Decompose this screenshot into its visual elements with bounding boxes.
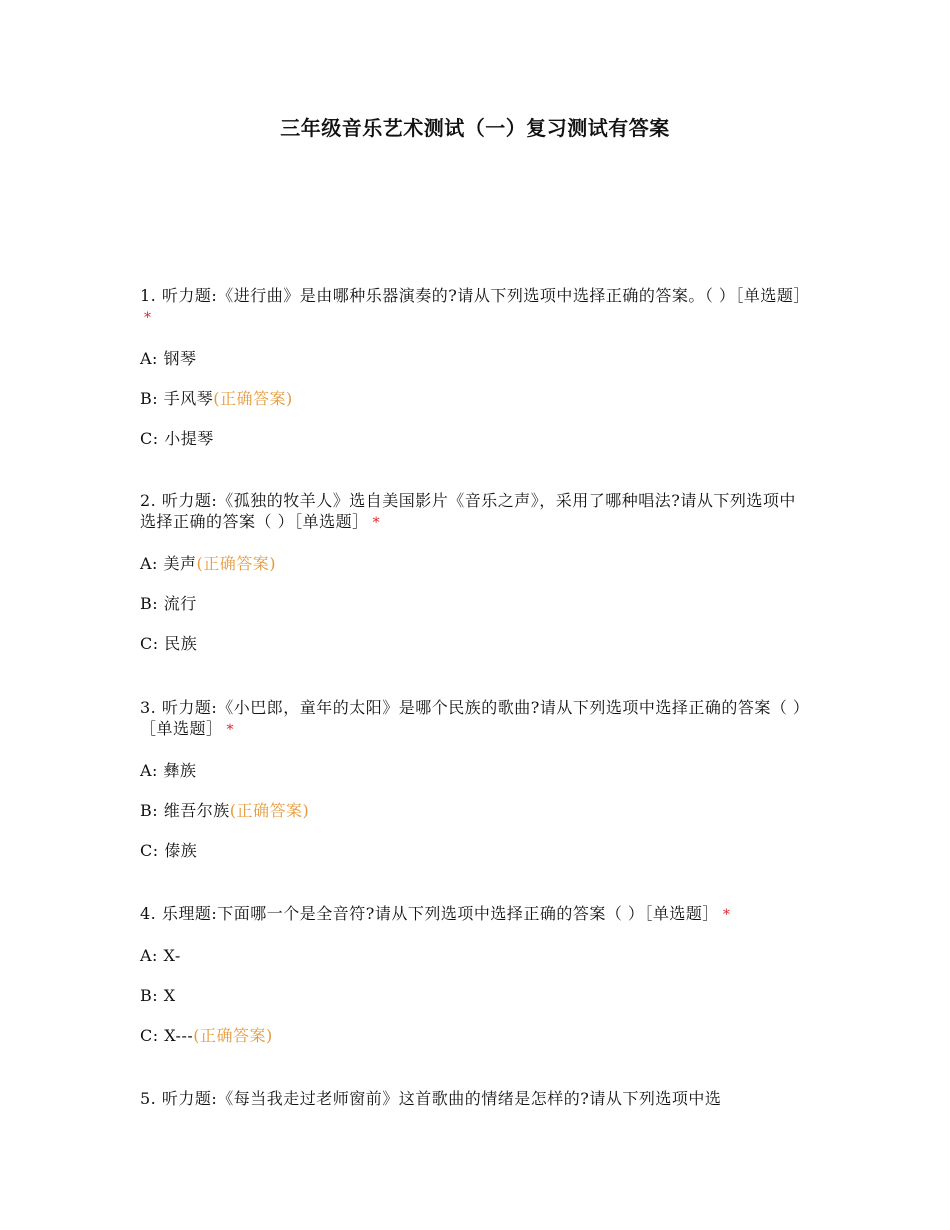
- option-b[interactable]: [140, 985, 810, 1006]
- option-c[interactable]: [140, 1025, 810, 1046]
- option-label: C: X---: [140, 1026, 194, 1045]
- question-2-text: 2. 听力题:《孤独的牧羊人》选自美国影片《音乐之声》，采用了哪种唱法?请从下列选项中选择正确的答案（ ）［单选题］: [140, 491, 796, 531]
- option-a[interactable]: [140, 760, 810, 781]
- correct-answer-note: (正确答案): [229, 801, 310, 820]
- question-5: [140, 1088, 810, 1109]
- option-label: C: 小提琴: [140, 429, 214, 448]
- option-label: A: 钢琴: [140, 349, 197, 368]
- required-marker: *: [226, 722, 235, 738]
- option-label: B: X: [140, 986, 176, 1005]
- required-marker: *: [722, 907, 731, 923]
- question-text: [140, 285, 810, 329]
- required-marker: *: [372, 515, 381, 531]
- question-1-text: 1. 听力题:《进行曲》是由哪种乐器演奏的?请从下列选项中选择正确的答案。（ ）［单选题］: [140, 286, 810, 305]
- question-5-text: 5. 听力题:《每当我走过老师窗前》这首歌曲的情绪是怎样的?请从下列选项中选: [140, 1089, 722, 1108]
- correct-answer-note: (正确答案): [196, 554, 277, 573]
- question-4-text: 4. 乐理题:下面哪一个是全音符?请从下列选项中选择正确的答案（ ）［单选题］: [140, 904, 719, 923]
- question-text: [140, 490, 810, 534]
- option-label: B: 流行: [140, 594, 197, 613]
- option-a[interactable]: [140, 553, 810, 574]
- option-b[interactable]: [140, 388, 810, 409]
- option-label: A: 彝族: [140, 761, 197, 780]
- option-label: A: X-: [140, 946, 181, 965]
- option-a[interactable]: [140, 945, 810, 966]
- option-a[interactable]: [140, 348, 810, 369]
- option-label: B: 手风琴: [140, 389, 214, 408]
- question-3-text: 3. 听力题:《小巴郎，童年的太阳》是哪个民族的歌曲?请从下列选项中选择正确的答案（ ）［单选题］: [140, 698, 810, 738]
- question-text: [140, 1088, 810, 1109]
- required-marker: *: [144, 310, 152, 326]
- option-c[interactable]: [140, 840, 810, 861]
- page-title: 三年级音乐艺术测试（一）复习测试有答案: [280, 116, 670, 140]
- option-b[interactable]: [140, 800, 810, 821]
- question-1: [140, 285, 810, 449]
- question-2: [140, 490, 810, 654]
- option-label: A: 美声: [140, 554, 197, 573]
- option-c[interactable]: [140, 633, 810, 654]
- option-label: C: 傣族: [140, 841, 198, 860]
- option-label: B: 维吾尔族: [140, 801, 230, 820]
- question-text: [140, 697, 810, 741]
- question-text: [140, 903, 810, 926]
- question-3: [140, 697, 810, 861]
- option-b[interactable]: [140, 593, 810, 614]
- question-4: [140, 903, 810, 1046]
- option-c[interactable]: [140, 428, 810, 449]
- correct-answer-note: (正确答案): [193, 1026, 273, 1045]
- correct-answer-note: (正确答案): [213, 389, 293, 408]
- option-label: C: 民族: [140, 634, 198, 653]
